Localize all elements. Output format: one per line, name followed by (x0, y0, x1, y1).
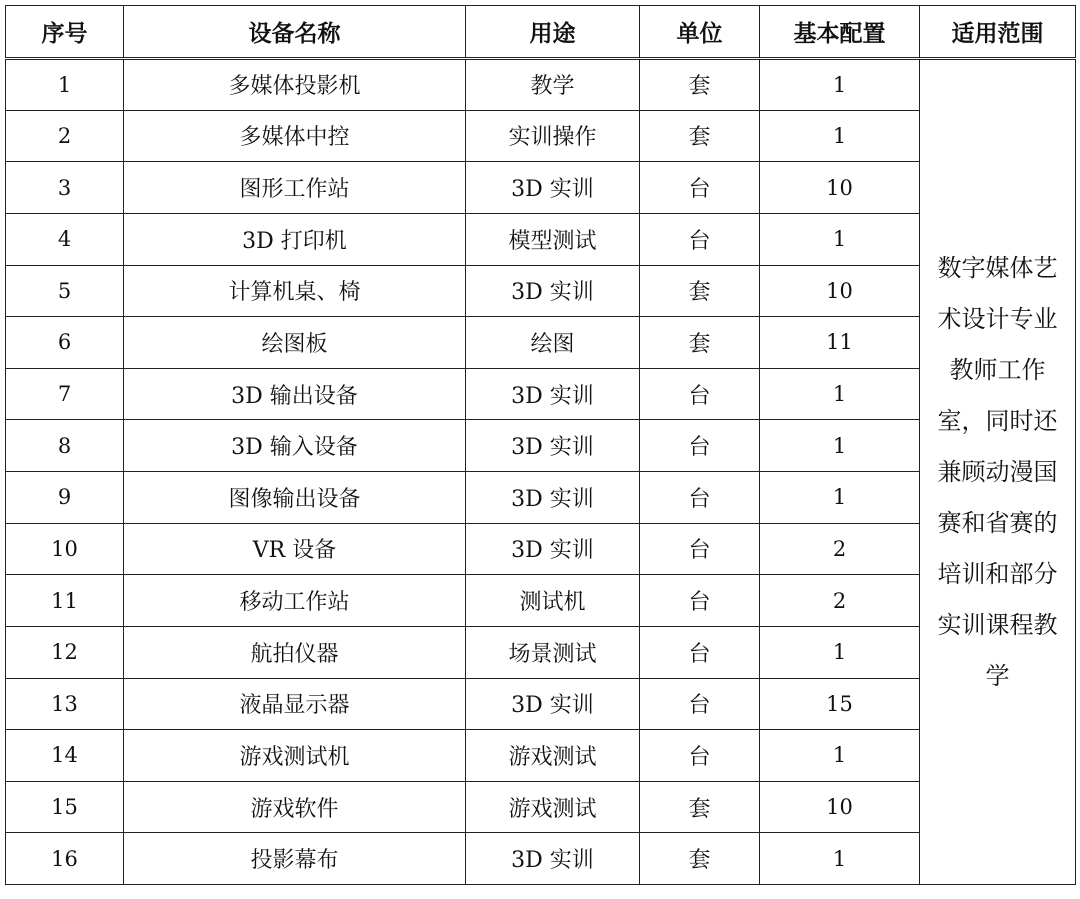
cell-qty: 1 (760, 110, 920, 162)
cell-qty: 2 (760, 575, 920, 627)
cell-no: 7 (6, 368, 124, 420)
header-name: 设备名称 (124, 6, 466, 59)
cell-use: 模型测试 (466, 213, 640, 265)
cell-use: 教学 (466, 59, 640, 111)
cell-name: 绘图板 (124, 317, 466, 369)
cell-name: 游戏测试机 (124, 730, 466, 782)
cell-name: 3D 输入设备 (124, 420, 466, 472)
table-row (6, 317, 1076, 369)
cell-use: 3D 实训 (466, 368, 640, 420)
cell-no: 6 (6, 317, 124, 369)
cell-name: 多媒体投影机 (124, 59, 466, 111)
cell-unit: 套 (640, 110, 760, 162)
cell-qty: 1 (760, 420, 920, 472)
header-scope: 适用范围 (920, 6, 1076, 59)
cell-unit: 台 (640, 626, 760, 678)
cell-unit: 套 (640, 833, 760, 885)
cell-no: 12 (6, 626, 124, 678)
cell-unit: 套 (640, 781, 760, 833)
cell-scope: 数字媒体艺术设计专业教师工作室，同时还兼顾动漫国赛和省赛的培训和部分实训课程教学 (920, 59, 1076, 885)
cell-name: 航拍仪器 (124, 626, 466, 678)
cell-name: 多媒体中控 (124, 110, 466, 162)
cell-use: 3D 实训 (466, 472, 640, 524)
cell-unit: 台 (640, 678, 760, 730)
cell-qty: 1 (760, 59, 920, 111)
cell-qty: 11 (760, 317, 920, 369)
table-row (6, 781, 1076, 833)
cell-use: 3D 实训 (466, 265, 640, 317)
cell-unit: 套 (640, 317, 760, 369)
cell-name: 3D 输出设备 (124, 368, 466, 420)
header-no: 序号 (6, 6, 124, 59)
cell-no: 15 (6, 781, 124, 833)
table-row (6, 523, 1076, 575)
cell-no: 1 (6, 59, 124, 111)
cell-name: 液晶显示器 (124, 678, 466, 730)
cell-name: 3D 打印机 (124, 213, 466, 265)
cell-no: 10 (6, 523, 124, 575)
cell-name: 图像输出设备 (124, 472, 466, 524)
cell-qty: 10 (760, 265, 920, 317)
cell-no: 11 (6, 575, 124, 627)
cell-qty: 1 (760, 213, 920, 265)
table-body (6, 59, 1076, 885)
cell-qty: 15 (760, 678, 920, 730)
cell-use: 3D 实训 (466, 678, 640, 730)
cell-name: 游戏软件 (124, 781, 466, 833)
cell-qty: 1 (760, 472, 920, 524)
table-header (6, 6, 1076, 59)
cell-no: 2 (6, 110, 124, 162)
equipment-table (5, 5, 1076, 885)
cell-use: 3D 实训 (466, 420, 640, 472)
cell-name: VR 设备 (124, 523, 466, 575)
cell-unit: 台 (640, 575, 760, 627)
cell-qty: 2 (760, 523, 920, 575)
cell-unit: 台 (640, 213, 760, 265)
table-row (6, 833, 1076, 885)
cell-qty: 10 (760, 781, 920, 833)
cell-qty: 1 (760, 626, 920, 678)
cell-name: 计算机桌、椅 (124, 265, 466, 317)
cell-qty: 10 (760, 162, 920, 214)
cell-no: 8 (6, 420, 124, 472)
cell-use: 游戏测试 (466, 781, 640, 833)
cell-use: 3D 实训 (466, 833, 640, 885)
table-row (6, 575, 1076, 627)
cell-no: 5 (6, 265, 124, 317)
cell-no: 16 (6, 833, 124, 885)
cell-use: 3D 实训 (466, 523, 640, 575)
cell-no: 13 (6, 678, 124, 730)
cell-use: 实训操作 (466, 110, 640, 162)
header-use: 用途 (466, 6, 640, 59)
cell-name: 移动工作站 (124, 575, 466, 627)
cell-use: 绘图 (466, 317, 640, 369)
cell-qty: 1 (760, 730, 920, 782)
cell-unit: 台 (640, 472, 760, 524)
cell-unit: 台 (640, 162, 760, 214)
cell-no: 9 (6, 472, 124, 524)
cell-use: 场景测试 (466, 626, 640, 678)
cell-name: 投影幕布 (124, 833, 466, 885)
cell-qty: 1 (760, 833, 920, 885)
cell-qty: 1 (760, 368, 920, 420)
table-row (6, 420, 1076, 472)
cell-unit: 台 (640, 420, 760, 472)
cell-no: 3 (6, 162, 124, 214)
table-row (6, 162, 1076, 214)
table-row (6, 59, 1076, 111)
cell-unit: 台 (640, 730, 760, 782)
cell-unit: 套 (640, 59, 760, 111)
cell-unit: 套 (640, 265, 760, 317)
cell-no: 4 (6, 213, 124, 265)
cell-use: 游戏测试 (466, 730, 640, 782)
cell-unit: 台 (640, 523, 760, 575)
table-row (6, 626, 1076, 678)
header-qty: 基本配置 (760, 6, 920, 59)
table-row (6, 472, 1076, 524)
header-row (6, 6, 1076, 59)
cell-no: 14 (6, 730, 124, 782)
cell-name: 图形工作站 (124, 162, 466, 214)
table-row (6, 213, 1076, 265)
equipment-table-container (5, 5, 1075, 885)
table-row (6, 678, 1076, 730)
table-row (6, 368, 1076, 420)
table-row (6, 265, 1076, 317)
cell-use: 3D 实训 (466, 162, 640, 214)
table-row (6, 730, 1076, 782)
table-row (6, 110, 1076, 162)
header-unit: 单位 (640, 6, 760, 59)
cell-use: 测试机 (466, 575, 640, 627)
cell-unit: 台 (640, 368, 760, 420)
